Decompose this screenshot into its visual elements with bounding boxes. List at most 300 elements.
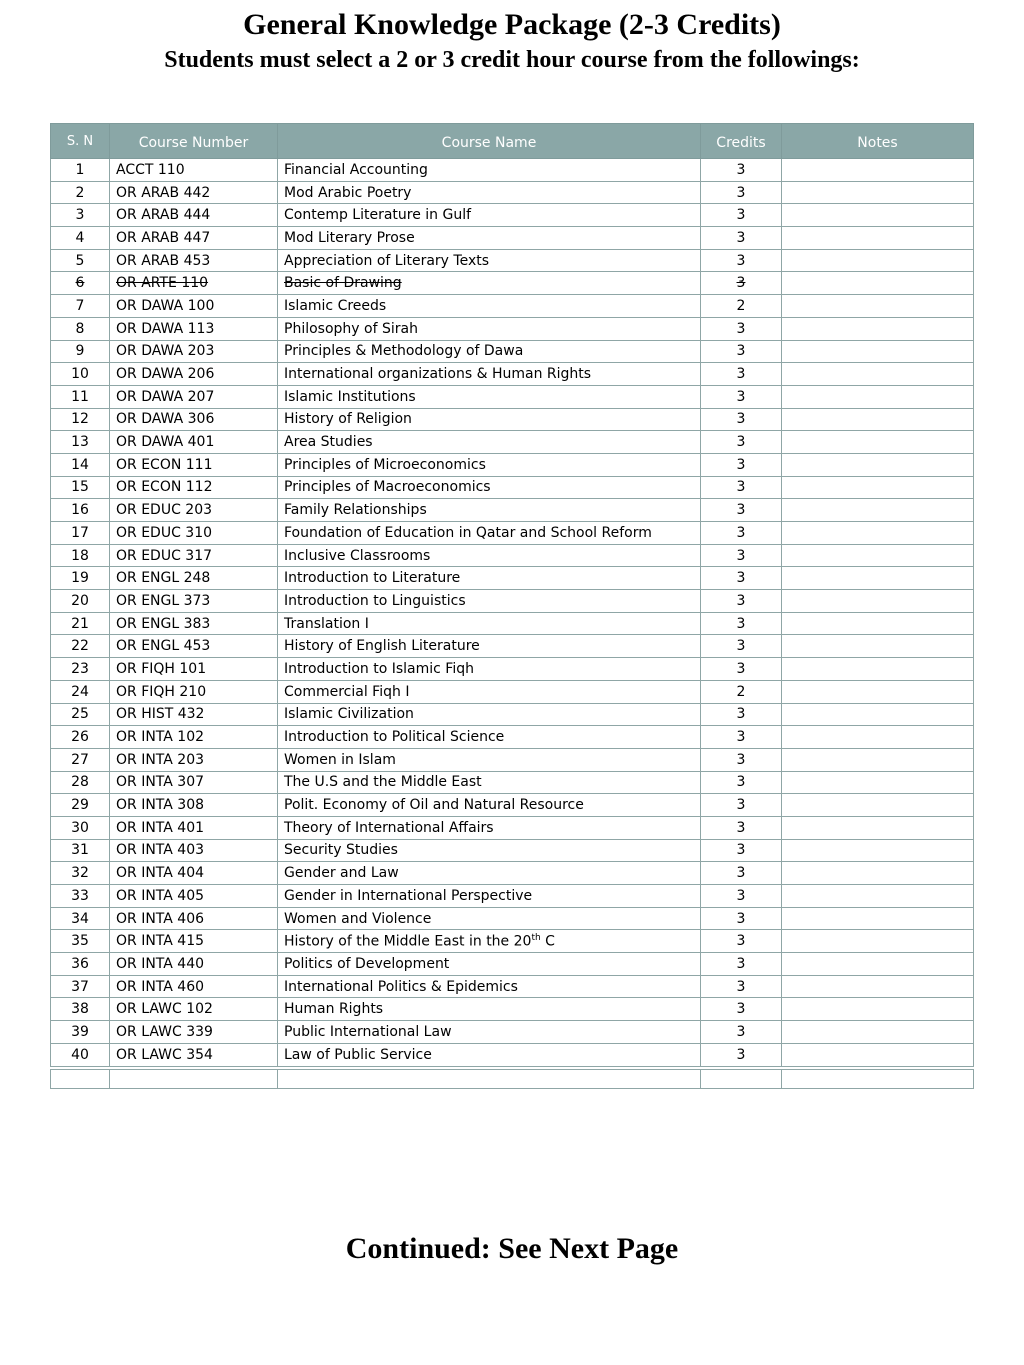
row-sn-text: 3	[75, 207, 85, 224]
row-credits	[701, 862, 782, 885]
row-sn-text: 22	[71, 638, 89, 655]
row-course-number	[110, 363, 278, 386]
row-course-name	[278, 363, 701, 386]
row-course-number	[110, 295, 278, 318]
row-notes	[782, 453, 974, 476]
row-course-number	[110, 159, 278, 182]
row-credits	[701, 385, 782, 408]
row-course-name	[278, 408, 701, 431]
row-credits-text: 3	[736, 842, 746, 859]
row-credits-text: 3	[736, 978, 746, 995]
row-sn-text: 27	[71, 751, 89, 768]
row-sn	[51, 317, 110, 340]
table-row	[51, 363, 974, 386]
row-credits	[701, 726, 782, 749]
row-course-name-text: Security Studies	[284, 842, 398, 859]
row-course-name-text: Islamic Creeds	[284, 297, 387, 314]
row-sn-text: 17	[71, 524, 89, 541]
table-row	[51, 703, 974, 726]
table-row	[51, 272, 974, 295]
row-sn-text: 15	[71, 479, 89, 496]
row-course-name-text: Public International Law	[284, 1023, 452, 1040]
row-course-number-text: OR EDUC 203	[116, 502, 213, 519]
row-notes	[782, 771, 974, 794]
row-course-name-text: Principles & Methodology of Dawa	[284, 343, 524, 360]
row-notes	[782, 590, 974, 613]
header-course-name: Course Name	[278, 124, 701, 159]
row-course-name	[278, 453, 701, 476]
row-course-number	[110, 930, 278, 953]
row-course-number-text: OR EDUC 310	[116, 524, 213, 541]
row-course-name	[278, 612, 701, 635]
row-sn-text: 25	[71, 706, 89, 723]
row-credits	[701, 680, 782, 703]
row-sn-text: 1	[75, 161, 85, 178]
row-sn-text: 10	[71, 366, 89, 383]
row-course-name-text: Basic of Drawing	[284, 275, 402, 292]
row-course-name-text: Area Studies	[284, 434, 373, 451]
row-course-name-text: History of the Middle East in the 20	[284, 933, 532, 950]
empty-cell	[278, 1068, 701, 1089]
row-course-number-text: OR ECON 111	[116, 456, 213, 473]
row-course-number	[110, 544, 278, 567]
row-sn	[51, 272, 110, 295]
row-course-name	[278, 794, 701, 817]
row-credits	[701, 499, 782, 522]
row-course-number	[110, 658, 278, 681]
table-row	[51, 340, 974, 363]
row-course-number	[110, 181, 278, 204]
row-course-number-text: OR ENGL 248	[116, 570, 211, 587]
row-credits	[701, 272, 782, 295]
row-credits-text: 3	[736, 320, 746, 337]
row-course-number	[110, 885, 278, 908]
row-course-number	[110, 612, 278, 635]
row-notes	[782, 544, 974, 567]
row-sn	[51, 476, 110, 499]
page-title: General Knowledge Package (2-3 Credits)	[243, 8, 781, 41]
row-notes	[782, 204, 974, 227]
row-sn-text: 21	[71, 615, 89, 632]
row-course-name	[278, 998, 701, 1021]
row-course-number-text: OR ARAB 444	[116, 207, 211, 224]
row-course-number-text: OR FIQH 101	[116, 660, 207, 677]
row-sn	[51, 453, 110, 476]
row-course-number	[110, 249, 278, 272]
row-sn-text: 38	[71, 1001, 89, 1018]
row-credits-text: 3	[736, 933, 746, 950]
row-sn	[51, 408, 110, 431]
row-course-number-text: OR DAWA 306	[116, 411, 215, 428]
row-notes	[782, 159, 974, 182]
row-sn-text: 12	[71, 411, 89, 428]
row-course-number	[110, 227, 278, 250]
table-row	[51, 567, 974, 590]
row-sn-text: 26	[71, 729, 89, 746]
row-course-name	[278, 885, 701, 908]
table-row	[51, 612, 974, 635]
row-credits-text: 3	[736, 729, 746, 746]
row-course-name-text: Introduction to Political Science	[284, 729, 505, 746]
row-sn	[51, 544, 110, 567]
row-course-name-text: Introduction to Literature	[284, 570, 461, 587]
row-sn-text: 13	[71, 434, 89, 451]
row-credits-text: 3	[736, 184, 746, 201]
table-row	[51, 885, 974, 908]
row-course-name	[278, 930, 701, 953]
continued-note: Continued: See Next Page	[345, 1232, 679, 1265]
row-credits	[701, 295, 782, 318]
row-course-number-text: OR DAWA 401	[116, 434, 215, 451]
table-row	[51, 453, 974, 476]
row-notes	[782, 227, 974, 250]
row-notes	[782, 363, 974, 386]
row-course-name	[278, 703, 701, 726]
row-notes	[782, 680, 974, 703]
row-notes	[782, 181, 974, 204]
table-row	[51, 748, 974, 771]
row-credits	[701, 748, 782, 771]
row-course-number-text: OR ECON 112	[116, 479, 213, 496]
row-course-number-text: OR LAWC 354	[116, 1046, 213, 1063]
row-sn-text: 31	[71, 842, 89, 859]
row-credits	[701, 975, 782, 998]
row-course-name	[278, 340, 701, 363]
row-credits-text: 3	[736, 638, 746, 655]
row-course-name	[278, 385, 701, 408]
empty-cell	[782, 1068, 974, 1089]
row-course-number-text: OR DAWA 113	[116, 320, 215, 337]
row-credits-text: 3	[736, 1023, 746, 1040]
row-credits	[701, 612, 782, 635]
row-course-name	[278, 635, 701, 658]
row-course-number-text: OR INTA 307	[116, 774, 205, 791]
table-row	[51, 499, 974, 522]
row-course-name	[278, 204, 701, 227]
row-notes	[782, 794, 974, 817]
row-course-number-text: OR LAWC 102	[116, 1001, 213, 1018]
row-credits	[701, 544, 782, 567]
row-credits	[701, 885, 782, 908]
row-credits	[701, 181, 782, 204]
row-course-name-text: Appreciation of Literary Texts	[284, 252, 490, 269]
row-credits	[701, 249, 782, 272]
row-course-number	[110, 975, 278, 998]
row-course-number	[110, 839, 278, 862]
row-sn-text: 7	[75, 297, 85, 314]
row-notes	[782, 930, 974, 953]
row-credits-text: 2	[736, 297, 746, 314]
table-row	[51, 1043, 974, 1067]
row-course-name	[278, 590, 701, 613]
courses-table	[50, 123, 974, 1089]
row-notes	[782, 1043, 974, 1067]
table-row	[51, 476, 974, 499]
row-course-name	[278, 726, 701, 749]
row-course-number	[110, 340, 278, 363]
row-course-number	[110, 1021, 278, 1044]
row-course-number-text: OR INTA 440	[116, 955, 205, 972]
row-credits	[701, 317, 782, 340]
row-sn-text: 14	[71, 456, 89, 473]
table-row	[51, 1021, 974, 1044]
row-course-name	[278, 295, 701, 318]
row-sn	[51, 839, 110, 862]
row-credits-text: 3	[736, 434, 746, 451]
row-course-number-text: OR ENGL 453	[116, 638, 211, 655]
row-credits	[701, 658, 782, 681]
row-sn	[51, 590, 110, 613]
row-credits-text: 3	[736, 751, 746, 768]
row-course-name	[278, 249, 701, 272]
row-course-number	[110, 499, 278, 522]
row-course-number-text: OR ARAB 442	[116, 184, 211, 201]
row-credits	[701, 340, 782, 363]
row-course-name-text: Human Rights	[284, 1001, 384, 1018]
row-credits-text: 3	[736, 229, 746, 246]
row-course-name	[278, 272, 701, 295]
row-sn	[51, 930, 110, 953]
row-sn-text: 40	[71, 1046, 89, 1063]
row-sn-text: 8	[75, 320, 85, 337]
row-sn-text: 16	[71, 502, 89, 519]
row-course-name-text: Commercial Fiqh I	[284, 683, 410, 700]
row-sn	[51, 953, 110, 976]
row-credits	[701, 703, 782, 726]
row-credits-text: 2	[736, 683, 746, 700]
row-credits-text: 3	[736, 955, 746, 972]
table-row	[51, 295, 974, 318]
row-sn-text: 11	[71, 388, 89, 405]
row-course-name	[278, 680, 701, 703]
row-credits-text: 3	[736, 819, 746, 836]
row-credits	[701, 567, 782, 590]
table-body	[51, 159, 974, 1089]
row-course-number-text: OR ENGL 373	[116, 592, 211, 609]
row-course-name-text: History of English Literature	[284, 638, 480, 655]
row-course-number-text: OR INTA 404	[116, 865, 205, 882]
row-credits	[701, 998, 782, 1021]
table-row	[51, 862, 974, 885]
row-sn	[51, 159, 110, 182]
row-sn	[51, 794, 110, 817]
row-course-number	[110, 748, 278, 771]
header-notes: Notes	[782, 124, 974, 159]
row-course-name	[278, 159, 701, 182]
row-sn	[51, 204, 110, 227]
row-sn-text: 34	[71, 910, 89, 927]
header-credits: Credits	[701, 124, 782, 159]
row-course-name-text: Women and Violence	[284, 910, 432, 927]
row-course-number	[110, 816, 278, 839]
row-notes	[782, 272, 974, 295]
row-notes	[782, 635, 974, 658]
row-credits-text: 3	[736, 411, 746, 428]
row-course-number-text: OR INTA 415	[116, 933, 205, 950]
row-notes	[782, 249, 974, 272]
row-course-name-text: Gender in International Perspective	[284, 887, 533, 904]
row-credits	[701, 816, 782, 839]
row-sn	[51, 862, 110, 885]
row-course-number	[110, 272, 278, 295]
table-row	[51, 839, 974, 862]
row-sn-text: 5	[75, 252, 85, 269]
row-sn-text: 29	[71, 797, 89, 814]
row-course-number	[110, 862, 278, 885]
table-row	[51, 159, 974, 182]
row-sn	[51, 726, 110, 749]
row-course-name	[278, 1043, 701, 1067]
row-course-name-text: Gender and Law	[284, 865, 399, 882]
row-course-number	[110, 385, 278, 408]
row-course-number	[110, 907, 278, 930]
row-notes	[782, 907, 974, 930]
row-credits	[701, 204, 782, 227]
row-course-name-text: Introduction to Linguistics	[284, 592, 466, 609]
row-course-name-text: Financial Accounting	[284, 161, 428, 178]
row-notes	[782, 1021, 974, 1044]
row-notes	[782, 476, 974, 499]
row-notes	[782, 862, 974, 885]
empty-table-row	[51, 1068, 974, 1089]
row-sn-text: 9	[75, 343, 85, 360]
row-sn-text: 19	[71, 570, 89, 587]
row-credits	[701, 839, 782, 862]
row-credits	[701, 953, 782, 976]
table-row	[51, 544, 974, 567]
row-course-name	[278, 816, 701, 839]
row-sn	[51, 998, 110, 1021]
row-course-name-text: Introduction to Islamic Fiqh	[284, 660, 474, 677]
row-credits	[701, 453, 782, 476]
header-course-number: Course Number	[110, 124, 278, 159]
row-credits	[701, 794, 782, 817]
table-row	[51, 930, 974, 953]
row-credits	[701, 907, 782, 930]
row-credits-text: 3	[736, 774, 746, 791]
row-sn-text: 32	[71, 865, 89, 882]
row-course-name	[278, 181, 701, 204]
row-course-name	[278, 862, 701, 885]
row-credits-text: 3	[736, 161, 746, 178]
row-credits-text: 3	[736, 910, 746, 927]
row-course-name-text: History of Religion	[284, 411, 412, 428]
row-sn	[51, 567, 110, 590]
row-notes	[782, 975, 974, 998]
row-sn	[51, 181, 110, 204]
row-notes	[782, 408, 974, 431]
row-course-number	[110, 453, 278, 476]
row-sn-text: 35	[71, 933, 89, 950]
row-course-number-text: OR EDUC 317	[116, 547, 213, 564]
row-course-number	[110, 680, 278, 703]
row-course-number	[110, 703, 278, 726]
row-course-name-text: Mod Literary Prose	[284, 229, 415, 246]
row-credits-text: 3	[736, 615, 746, 632]
row-course-number	[110, 476, 278, 499]
table-row	[51, 249, 974, 272]
row-credits	[701, 930, 782, 953]
row-notes	[782, 998, 974, 1021]
row-notes	[782, 317, 974, 340]
row-course-number-text: OR ENGL 383	[116, 615, 211, 632]
row-course-name	[278, 227, 701, 250]
row-sn	[51, 295, 110, 318]
row-sn	[51, 385, 110, 408]
row-sn-text: 28	[71, 774, 89, 791]
row-credits-text: 3	[736, 524, 746, 541]
row-course-number-text: OR FIQH 210	[116, 683, 207, 700]
row-sn	[51, 748, 110, 771]
row-course-name-text: Islamic Institutions	[284, 388, 416, 405]
row-course-name	[278, 658, 701, 681]
row-course-name-text: Principles of Microeconomics	[284, 456, 486, 473]
table-row	[51, 317, 974, 340]
row-course-name	[278, 953, 701, 976]
table-header-row	[51, 124, 974, 159]
row-course-name-text: Inclusive Classrooms	[284, 547, 431, 564]
row-course-name-text: Foundation of Education in Qatar and School Reform	[284, 524, 652, 541]
row-credits	[701, 635, 782, 658]
row-sn-text: 30	[71, 819, 89, 836]
table-row	[51, 408, 974, 431]
row-course-name	[278, 771, 701, 794]
row-course-number-text: OR LAWC 339	[116, 1023, 213, 1040]
row-course-name-text: Philosophy of Sirah	[284, 320, 418, 337]
table-row	[51, 771, 974, 794]
row-course-name-text: Islamic Civilization	[284, 706, 414, 723]
row-course-name	[278, 431, 701, 454]
row-credits	[701, 522, 782, 545]
table-row	[51, 385, 974, 408]
row-credits	[701, 363, 782, 386]
row-notes	[782, 385, 974, 408]
row-course-name	[278, 839, 701, 862]
row-course-name	[278, 317, 701, 340]
row-course-name-text: Politics of Development	[284, 955, 450, 972]
row-course-name-text: Mod Arabic Poetry	[284, 184, 412, 201]
row-credits-text: 3	[736, 660, 746, 677]
row-course-name-text: Law of Public Service	[284, 1046, 432, 1063]
row-course-number	[110, 408, 278, 431]
row-course-number-text: ACCT 110	[116, 161, 185, 178]
page-subtitle: Students must select a 2 or 3 credit hour course from the followings:	[164, 47, 860, 73]
row-course-number-text: OR HIST 432	[116, 706, 205, 723]
row-sn	[51, 227, 110, 250]
row-sn-text: 18	[71, 547, 89, 564]
empty-cell	[51, 1068, 110, 1089]
row-sn	[51, 1021, 110, 1044]
table-row	[51, 998, 974, 1021]
header-sn: S. N	[51, 124, 110, 159]
row-course-name-text: Translation I	[284, 615, 369, 632]
row-notes	[782, 499, 974, 522]
row-credits-text: 3	[736, 706, 746, 723]
row-notes	[782, 567, 974, 590]
row-course-number	[110, 567, 278, 590]
table-row	[51, 680, 974, 703]
row-sn	[51, 612, 110, 635]
row-notes	[782, 816, 974, 839]
row-course-number	[110, 204, 278, 227]
row-credits-text: 3	[736, 1046, 746, 1063]
row-course-name-text: Principles of Macroeconomics	[284, 479, 491, 496]
row-notes	[782, 340, 974, 363]
row-sn-text: 39	[71, 1023, 89, 1040]
row-sn	[51, 907, 110, 930]
row-course-name-text: International organizations & Human Rights	[284, 366, 592, 383]
row-course-number	[110, 794, 278, 817]
